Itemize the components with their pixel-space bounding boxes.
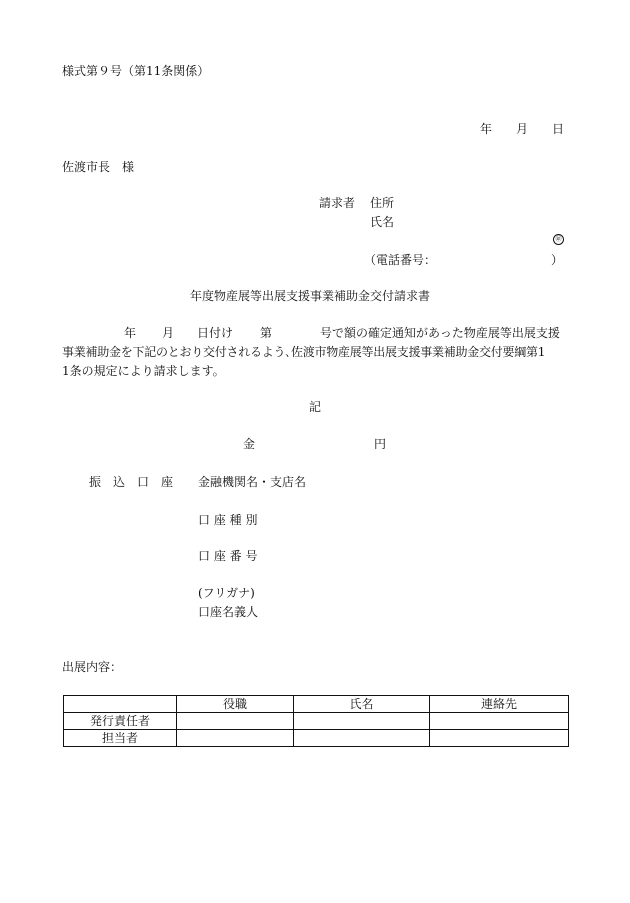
seal-mark-icon: ㊞: [553, 234, 564, 245]
contact-cell[interactable]: [430, 730, 569, 747]
table-header-name: 氏名: [294, 696, 430, 713]
requester-role: 請求者: [319, 196, 356, 210]
addressee: 佐渡市長 様: [62, 160, 135, 174]
body-line-3: 1条の規定により請求します。: [62, 364, 225, 378]
table-header-contact: 連絡先: [430, 696, 569, 713]
phone-label: （電話番号：: [364, 253, 437, 267]
body-dai-label: 第: [260, 326, 273, 340]
row-label-staff: 担当者: [64, 730, 177, 747]
amount-label: 金: [243, 437, 256, 451]
ki-heading: 記: [309, 400, 322, 414]
position-cell[interactable]: [177, 713, 294, 730]
account-type-label: 口 座 種 別: [198, 513, 258, 527]
amount-unit: 円: [374, 437, 387, 451]
exhibition-content-label: 出展内容：: [62, 660, 123, 674]
bank-section-label: 振 込 口 座: [89, 475, 174, 489]
table-row: [64, 713, 569, 730]
name-label: 氏名: [370, 215, 395, 229]
name-cell[interactable]: [294, 713, 430, 730]
date-day-label: 日: [552, 122, 565, 136]
contact-cell[interactable]: [430, 713, 569, 730]
table-header-row: [64, 696, 569, 713]
account-number-label: 口 座 番 号: [198, 549, 258, 563]
document-title: 年度物産展等出展支援事業補助金交付請求書: [190, 289, 431, 303]
body-line-1-rest: 号で額の確定通知があった物産展等出展支援: [320, 326, 560, 340]
position-cell[interactable]: [177, 730, 294, 747]
name-cell[interactable]: [294, 730, 430, 747]
date-month-label: 月: [516, 122, 529, 136]
body-year-label: 年: [124, 326, 137, 340]
furigana-label: (フリガナ): [198, 586, 255, 600]
address-label: 住所: [370, 196, 395, 210]
body-line-2: 事業補助金を下記のとおり交付されるよう､佐渡市物産展等出展支援事業補助金交付要綱第1: [62, 345, 546, 359]
table-row: [64, 730, 569, 747]
contact-table: [63, 695, 569, 747]
body-dated-label: 日付け: [197, 326, 234, 340]
account-holder-label: 口座名義人: [198, 605, 259, 619]
form-number: 様式第９号（第11条関係）: [62, 64, 210, 78]
phone-close-paren: ）: [551, 253, 564, 267]
table-header-position: 役職: [177, 696, 294, 713]
bank-institution-label: 金融機関名・支店名: [198, 475, 307, 489]
row-label-responsible: 発行責任者: [64, 713, 177, 730]
body-month-label: 月: [162, 326, 175, 340]
table-header-blank: [64, 696, 177, 713]
date-year-label: 年: [480, 122, 493, 136]
